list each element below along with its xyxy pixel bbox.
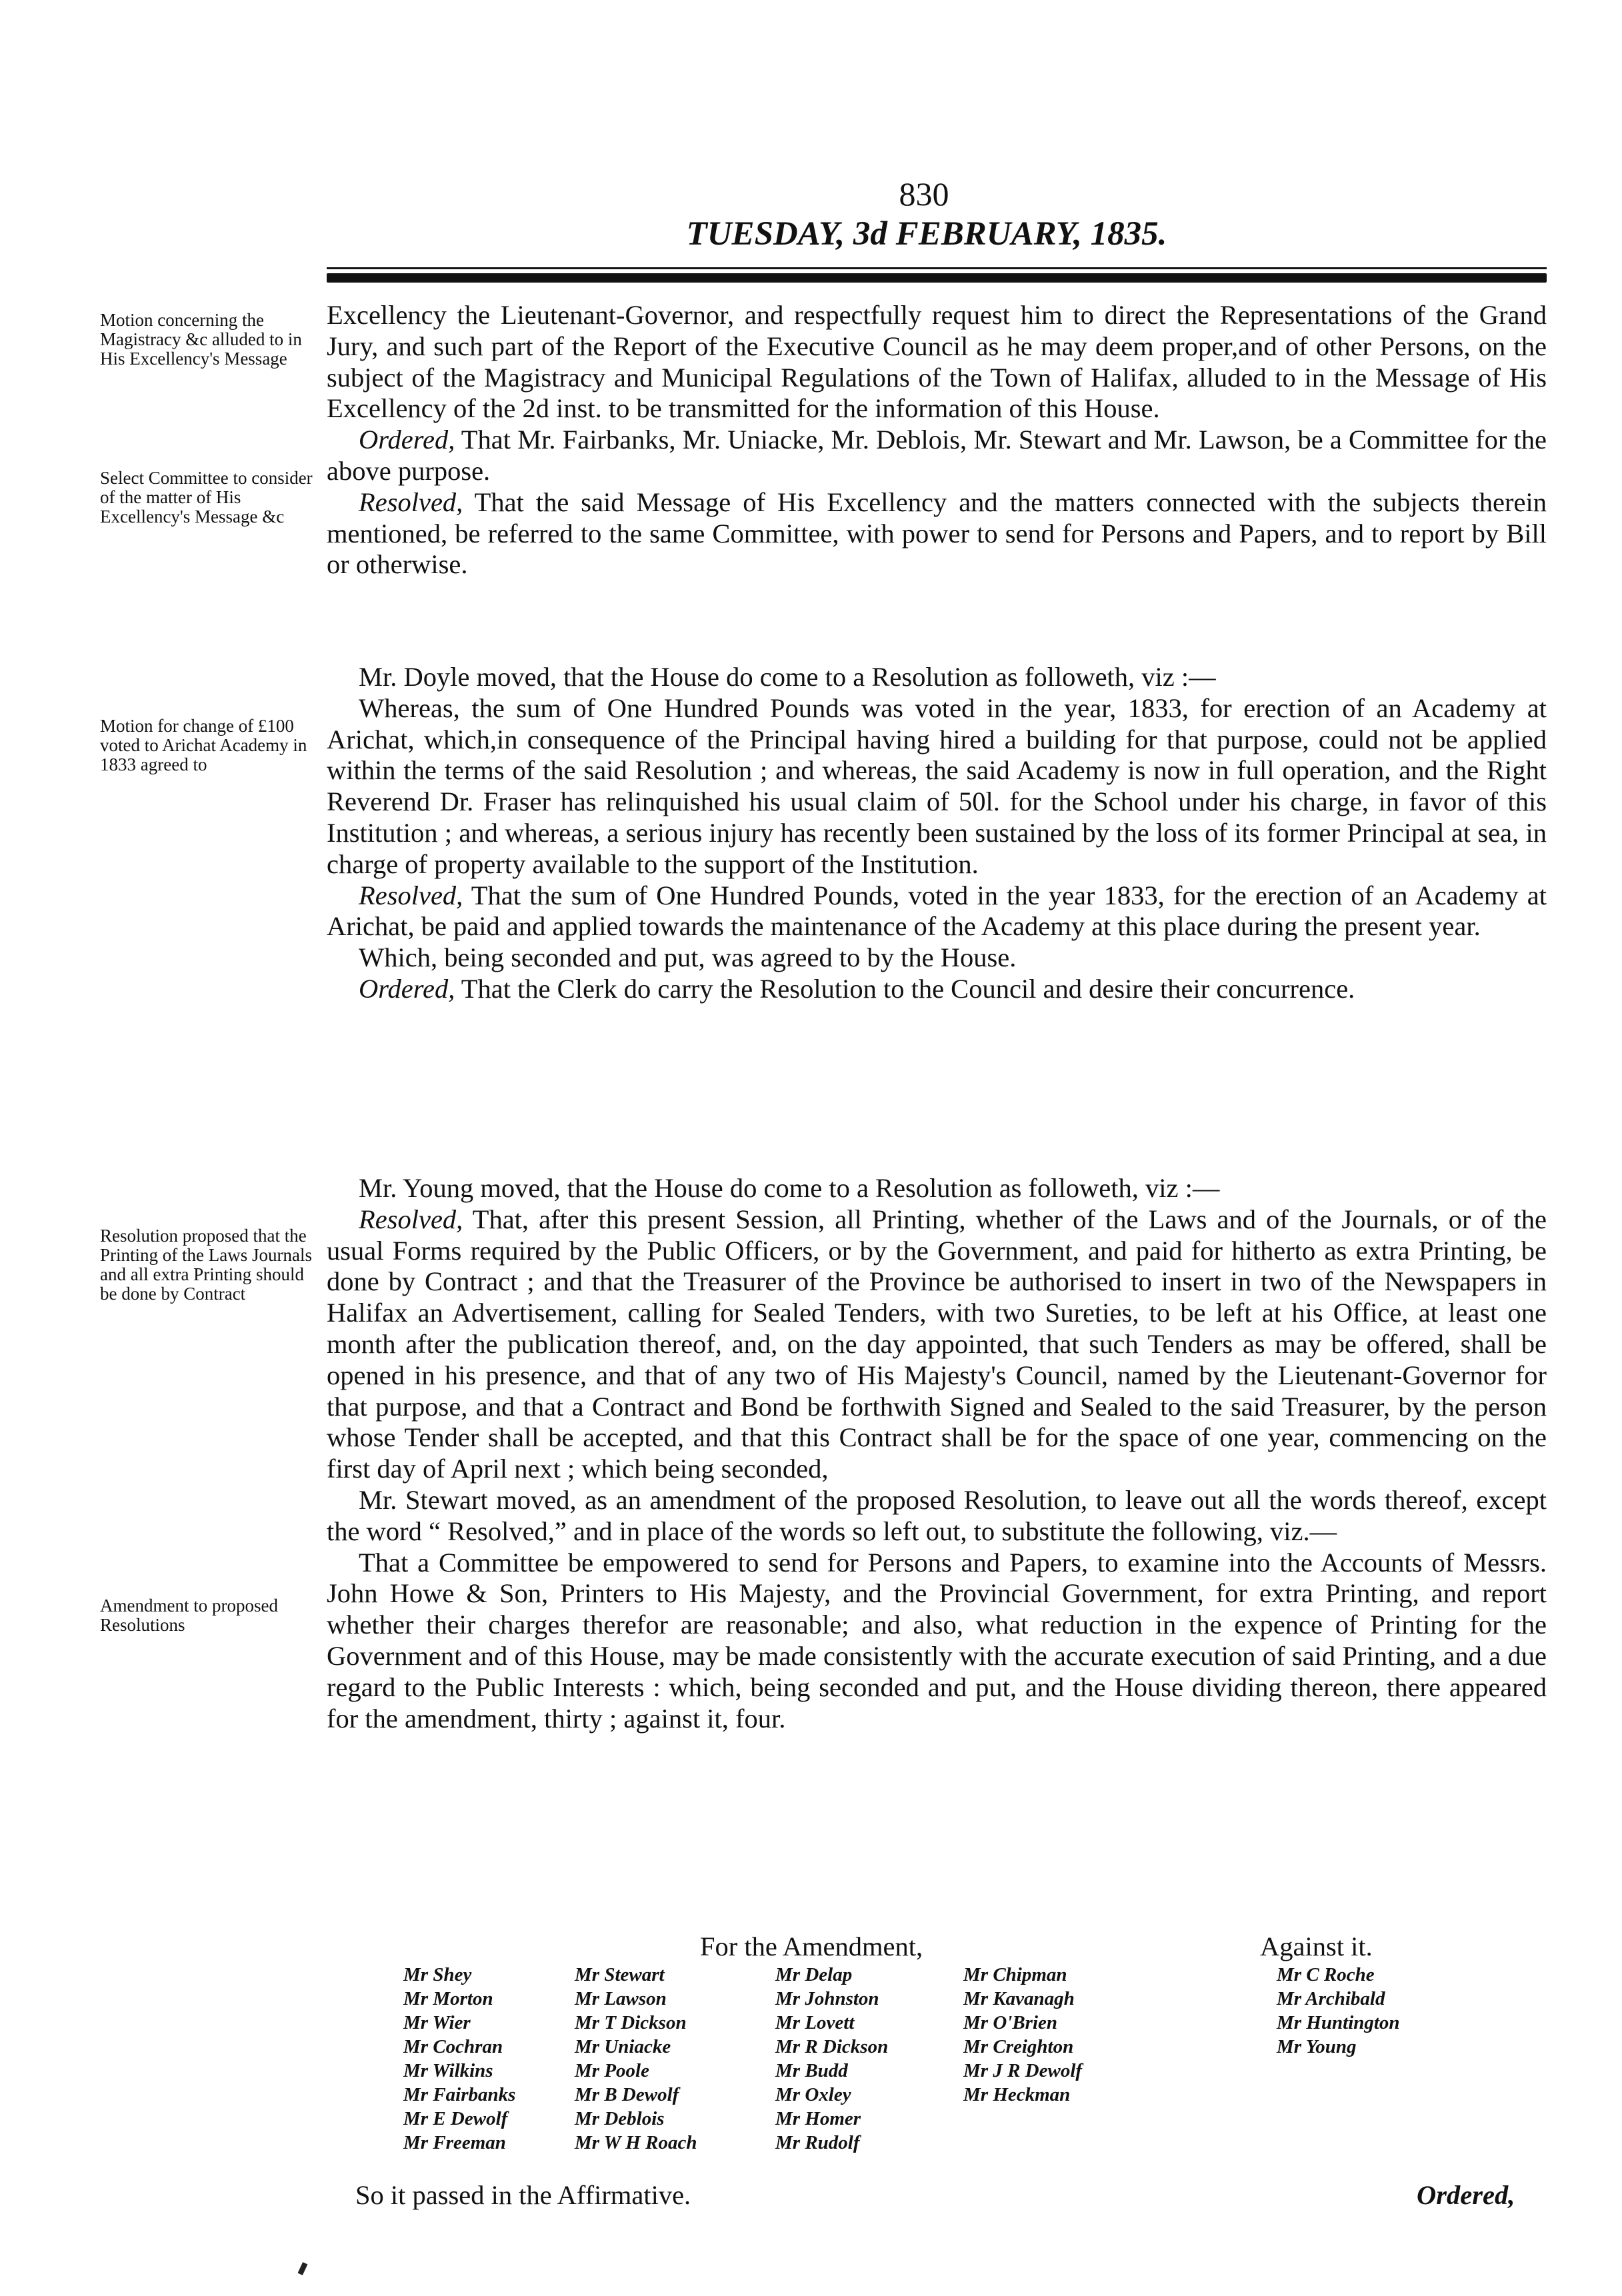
for-names-col-2 <box>575 1963 697 2155</box>
paragraph: Which, being seconded and put, was agreed to by the House. <box>359 942 1017 973</box>
voter-name: Mr Deblois <box>575 2108 665 2129</box>
voter-name: Mr R Dickson <box>775 2036 889 2057</box>
margin-note-printing: Resolution proposed that the Printing of the Laws Journals and all extra Printing should be done by Contract <box>100 1226 312 1304</box>
margin-note-amendment: Amendment to proposed Resolutions <box>100 1596 278 1635</box>
text-block-committee <box>327 300 1547 580</box>
voter-name: Mr Uniacke <box>575 2036 671 2057</box>
page-number: 830 <box>899 175 949 213</box>
voter-name: Mr Oxley <box>775 2084 851 2105</box>
voter-name: Mr Homer <box>775 2108 861 2129</box>
voter-name: Mr Fairbanks <box>403 2084 516 2105</box>
voter-name: Mr B Dewolf <box>575 2084 679 2105</box>
voter-name: Mr Freeman <box>403 2132 506 2153</box>
voter-name: Mr Stewart <box>575 1964 665 1985</box>
voter-name: Mr T Dickson <box>575 2012 687 2033</box>
voter-name: Mr W H Roach <box>575 2132 697 2153</box>
for-names-col-4 <box>963 1963 1082 2107</box>
voter-name: Mr Morton <box>403 1988 493 2009</box>
voter-name: Mr Lovett <box>775 2012 855 2033</box>
header-rule <box>327 273 1547 283</box>
voter-name: Mr Johnston <box>775 1988 879 2009</box>
page-date-heading: TUESDAY, 3d FEBRUARY, 1835. <box>686 215 1167 253</box>
text-block-printing <box>327 1173 1547 1734</box>
voter-name: Mr Huntington <box>1277 2012 1400 2033</box>
voter-name: Mr Heckman <box>963 2084 1071 2105</box>
catchword: Ordered, <box>1417 2180 1515 2210</box>
voter-name: Mr C Roche <box>1277 1964 1375 1985</box>
voter-name: Mr E Dewolf <box>403 2108 508 2129</box>
paragraph: Ordered, That the Clerk do carry the Resolution to the Council and desire their concurrence. <box>359 973 1355 1004</box>
for-names-col-1 <box>403 1963 515 2155</box>
paragraph: Mr. Stewart moved, as an amendment of the proposed Resolution, to leave out all the words thereof, except the word “ Resolved,” and in place of the words so left out, to substitute the following, viz.— <box>327 1484 1547 1546</box>
margin-note-arichat: Motion for change of £100 voted to Arichat Academy in 1833 agreed to <box>100 716 307 774</box>
for-names-col-3 <box>775 1963 888 2155</box>
voter-name: Mr J R Dewolf <box>963 2060 1083 2081</box>
paragraph: Resolved, That, after this present Session, all Printing, whether of the Laws and of the Journals, or of the usual Forms required by the Public Officers, or by the Government, and paid for hitherto as extra Printing, be done by Contract ; and that the Treasurer of the Province be authorised to insert in two of the Newspapers in Halifax an Advertisement, calling for Sealed Tenders, with two Sureties, to be left at his Office, at least one month after the publication thereof, and, on the day appointed, that such Tenders as may be offered, shall be opened in his presence, and that of any two of His Majesty's Council, named by the Lieutenant-Governor for that purpose, and that a Contract and Bond be forthwith Signed and Sealed to the said Treasurer, by the person whose Tender shall be accepted, and that this Contract shall be for the space of one year, commencing on the first day of April next ; which being seconded, <box>327 1204 1547 1484</box>
paragraph: Resolved, That the sum of One Hundred Pounds, voted in the year 1833, for the erection of an Academy at Arichat, be paid and applied towards the maintenance of the Academy at this place during the present year. <box>327 880 1547 942</box>
voter-name: Mr Wier <box>403 2012 471 2033</box>
against-names-col <box>1277 1963 1400 2059</box>
paragraph: Whereas, the sum of One Hundred Pounds was voted in the year, 1833, for erection of an Academy at Arichat, which,in consequence of the Principal having hired a building for that purpose, could not be applied within the terms of the said Resolution ; and whereas, the said Academy is now in full operation, and the Right Reverend Dr. Fraser has relinquished his usual claim of 50l. for the School under his charge, in favor of this Institution ; and whereas, a serious injury has recently been sustained by the loss of its former Principal at sea, in charge of property available to the support of the Institution. <box>327 692 1547 879</box>
voter-name: Mr Chipman <box>963 1964 1067 1985</box>
paragraph: Resolved, That the said Message of His Excellency and the matters connected with the subjects therein mentioned, be referred to the same Committee, with power to send for Persons and Papers, and to report by Bill or otherwise. <box>327 487 1547 580</box>
voter-name: Mr Archibald <box>1277 1988 1385 2009</box>
voter-name: Mr Cochran <box>403 2036 503 2057</box>
for-amendment-label: For the Amendment, <box>700 1931 923 1961</box>
voter-name: Mr Young <box>1277 2036 1357 2057</box>
paragraph: Ordered, That Mr. Fairbanks, Mr. Uniacke, Mr. Deblois, Mr. Stewart and Mr. Lawson, be a Committee for the above purpose. <box>327 425 1547 486</box>
paragraph: Mr. Doyle moved, that the House do come to a Resolution as followeth, viz :— <box>359 662 1216 692</box>
voter-name: Mr Shey <box>403 1964 472 1985</box>
text-block-arichat <box>327 662 1547 1005</box>
voter-name: Mr O'Brien <box>963 2012 1058 2033</box>
voter-name: Mr Budd <box>775 2060 848 2081</box>
passed-statement: So it passed in the Affirmative. <box>355 2180 691 2210</box>
voter-name: Mr Delap <box>775 1964 853 1985</box>
margin-note-select-committee: Select Committee to consider of the matter of His Excellency's Message &c <box>100 468 313 527</box>
voter-name: Mr Rudolf <box>775 2132 860 2153</box>
ink-mark <box>298 2262 308 2275</box>
paragraph: Mr. Young moved, that the House do come to a Resolution as followeth, viz :— <box>359 1173 1220 1203</box>
margin-note-magistracy: Motion concerning the Magistracy &c alluded to in His Excellency's Message <box>100 310 302 369</box>
paragraph: Excellency the Lieutenant-Governor, and respectfully request him to direct the Representations of the Grand Jury, and such part of the Report of the Executive Council as he may deem proper,and of other Persons, on the subject of the Magistracy and Municipal Regulations of the Town of Halifax, alluded to in the Message of His Excellency of the 2d inst. to be transmitted for the information of this House. <box>327 300 1547 424</box>
against-label: Against it. <box>1260 1931 1373 1961</box>
division-heading <box>327 1931 1547 1964</box>
paragraph: That a Committee be empowered to send for Persons and Papers, to examine into the Accounts of Messrs. John Howe & Son, Printers to His Majesty, and the Provincial Government, for extra Printing, and report whether their charges therefor are reasonable; and also, what reduction in the expence of Printing for the Government and of this House, may be made consistently with the accurate execution of said Printing, and a due regard to the Public Interests : which, being seconded and put, and the House dividing thereon, there appeared for the amendment, thirty ; against it, four. <box>327 1547 1547 1733</box>
voter-name: Mr Poole <box>575 2060 649 2081</box>
voter-name: Mr Lawson <box>575 1988 667 2009</box>
voter-name: Mr Creighton <box>963 2036 1074 2057</box>
voter-name: Mr Wilkins <box>403 2060 493 2081</box>
voter-name: Mr Kavanagh <box>963 1988 1075 2009</box>
